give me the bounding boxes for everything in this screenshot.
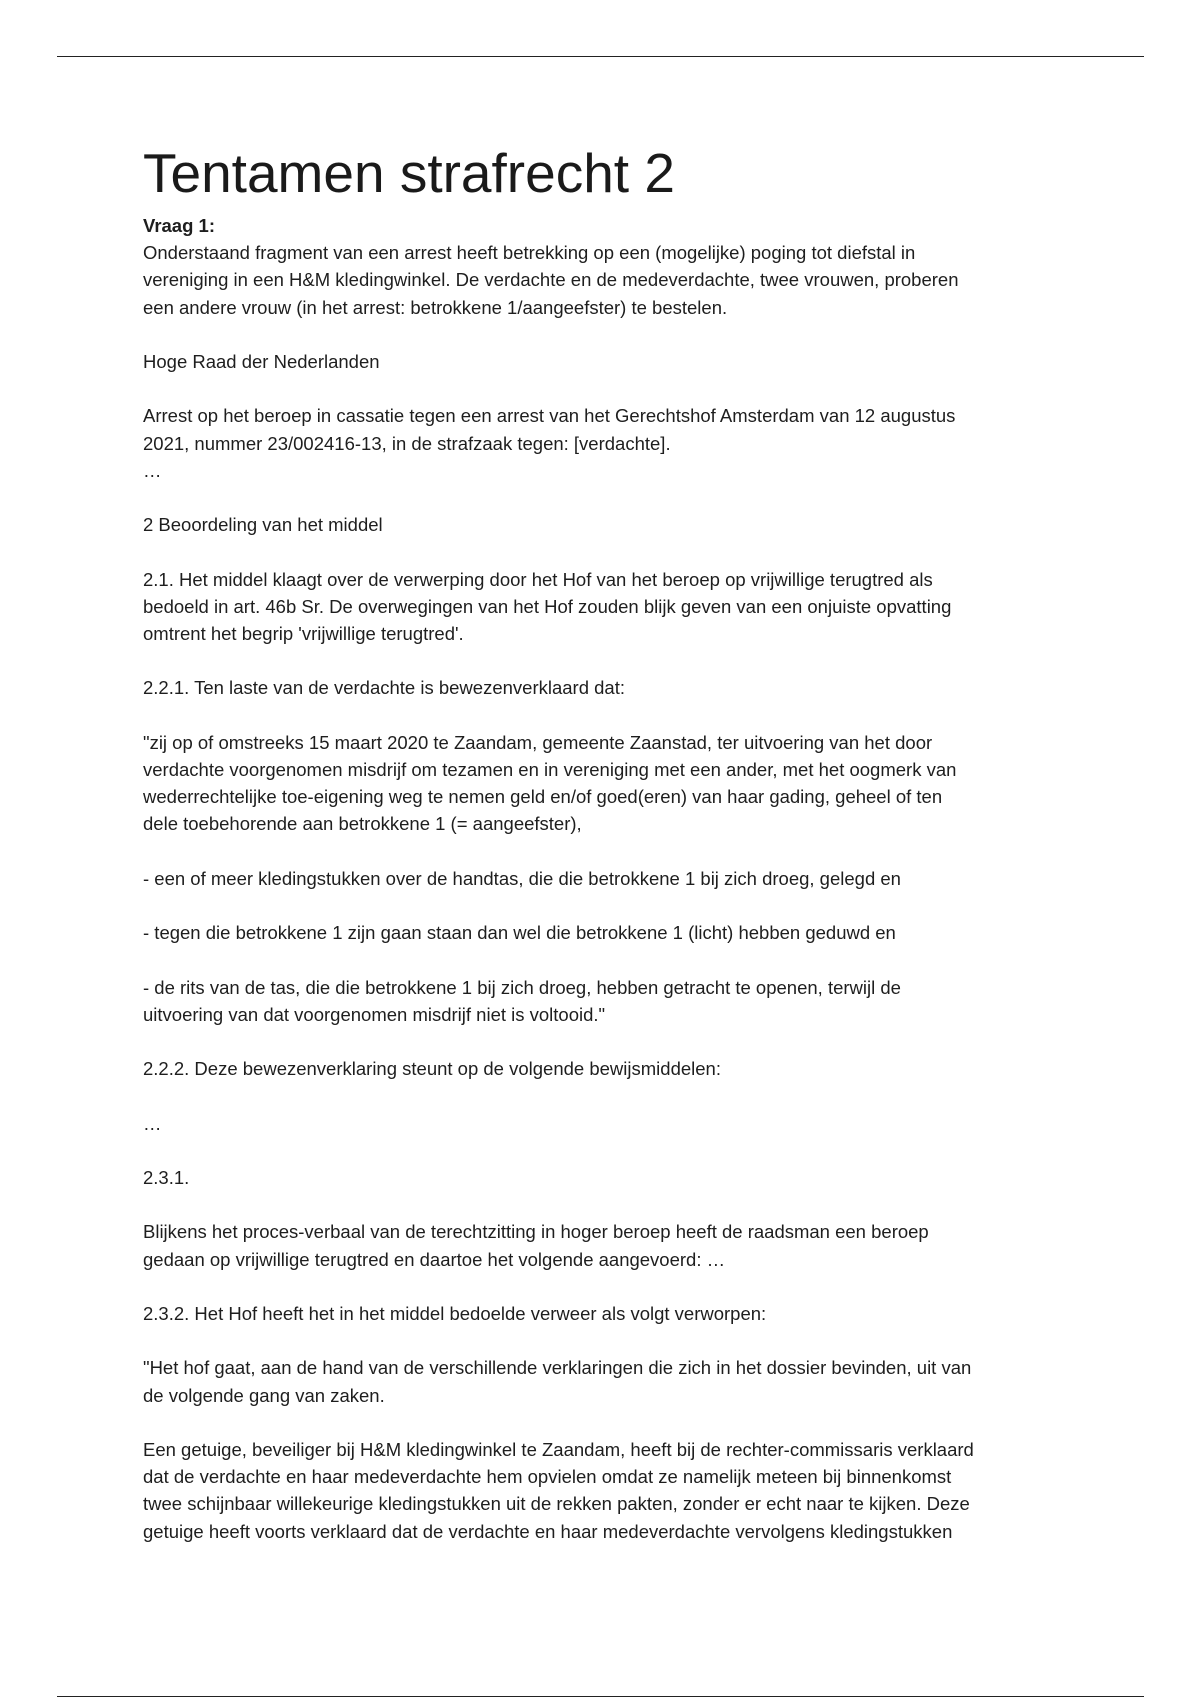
text-line (143, 484, 1063, 511)
text-line: getuige heeft voorts verklaard dat de verdachte en haar medeverdachte vervolgens kledingstukken (143, 1520, 953, 1542)
text-line: - de rits van de tas, die die betrokkene 1 bij zich droeg, hebben getracht te openen, terwijl de (143, 976, 901, 998)
text-line: Blijkens het proces-verbaal van de terechtzitting in hoger beroep heeft de raadsman een beroep (143, 1221, 929, 1243)
text-line: Arrest op het beroep in cassatie tegen een arrest van het Gerechtshof Amsterdam van 12 augustus (143, 405, 956, 427)
question-label: Vraag 1: (143, 215, 215, 236)
text-line: Een getuige, beveiliger bij H&M kledingwinkel te Zaandam, heeft bij de rechter-commissaris verklaard (143, 1438, 974, 1460)
text-line: 2021, nummer 23/002416-13, in de strafzaak tegen: [verdachte]. (143, 432, 671, 454)
text-line: 2.3.2. Het Hof heeft het in het middel bedoelde verweer als volgt verworpen: (143, 1302, 767, 1324)
text-line: gedaan op vrijwillige terugtred en daartoe het volgende aangevoerd: … (143, 1248, 726, 1270)
text-line: … (143, 459, 162, 481)
text-line: 2.2.1. Ten laste van de verdachte is bewezenverklaard dat: (143, 677, 625, 699)
text-line: uitvoering van dat voorgenomen misdrijf niet is voltooid." (143, 1003, 606, 1025)
text-line (143, 1327, 1063, 1354)
text-line (143, 647, 1063, 674)
text-line (143, 538, 1063, 565)
text-line (143, 375, 1063, 402)
text-line (143, 702, 1063, 729)
text-line (143, 1273, 1063, 1300)
text-line: dele toebehorende aan betrokkene 1 (= aangeefster), (143, 813, 582, 835)
text-line: twee schijnbaar willekeurige kledingstukken uit de rekken pakten, zonder er echt naar te kijken. Deze (143, 1493, 970, 1515)
text-line: vereniging in een H&M kledingwinkel. De verdachte en de medeverdachte, twee vrouwen, proberen (143, 269, 959, 291)
text-line: 2.1. Het middel klaagt over de verwerping door het Hof van het beroep op vrijwillige terugtred als (143, 568, 933, 590)
text-line: 2.2.2. Deze bewezenverklaring steunt op de volgende bewijsmiddelen: (143, 1058, 721, 1080)
text-line (143, 1028, 1063, 1055)
text-line: een andere vrouw (in het arrest: betrokkene 1/aangeefster) te bestelen. (143, 296, 728, 318)
text-line (143, 946, 1063, 973)
text-line (143, 321, 1063, 348)
bottom-rule (57, 1696, 1144, 1697)
text-line: - een of meer kledingstukken over de handtas, die die betrokkene 1 bij zich droeg, gelegd en (143, 867, 901, 889)
top-rule (57, 56, 1144, 57)
text-line: verdachte voorgenomen misdrijf om tezamen en in vereniging met een ander, met het oogmerk van (143, 758, 957, 780)
text-line: 2 Beoordeling van het middel (143, 514, 383, 536)
text-line: … (143, 1112, 162, 1134)
text-line: 2.3.1. (143, 1166, 190, 1188)
text-line: Onderstaand fragment van een arrest heeft betrekking op een (mogelijke) poging tot diefstal in (143, 242, 916, 264)
text-line: dat de verdachte en haar medeverdachte hem opvielen omdat ze namelijk meteen bij binnenkomst (143, 1466, 952, 1488)
text-line: "zij op of omstreeks 15 maart 2020 te Zaandam, gemeente Zaanstad, ter uitvoering van het door (143, 731, 933, 753)
document-text (143, 212, 1063, 1545)
text-line (143, 1409, 1063, 1436)
text-line (143, 1137, 1063, 1164)
text-line: - tegen die betrokkene 1 zijn gaan staan dan wel die betrokkene 1 (licht) hebben geduwd en (143, 922, 896, 944)
text-line: de volgende gang van zaken. (143, 1384, 385, 1406)
text-line (143, 1191, 1063, 1218)
text-line: bedoeld in art. 46b Sr. De overwegingen van het Hof zouden blijk geven van een onjuiste opvatting (143, 595, 952, 617)
text-line: "Het hof gaat, aan de hand van de verschillende verklaringen die zich in het dossier bevinden, uit van (143, 1357, 972, 1379)
text-line: Hoge Raad der Nederlanden (143, 351, 380, 372)
text-line (143, 838, 1063, 865)
text-line: wederrechtelijke toe-eigening weg te nemen geld en/of goed(eren) van haar gading, geheel of ten (143, 786, 943, 808)
document-body (143, 138, 1063, 1545)
text-line (143, 1082, 1063, 1109)
text-line (143, 892, 1063, 919)
text-line: omtrent het begrip 'vrijwillige terugtred'. (143, 622, 464, 644)
document-title: Tentamen strafrecht 2 (143, 142, 675, 204)
